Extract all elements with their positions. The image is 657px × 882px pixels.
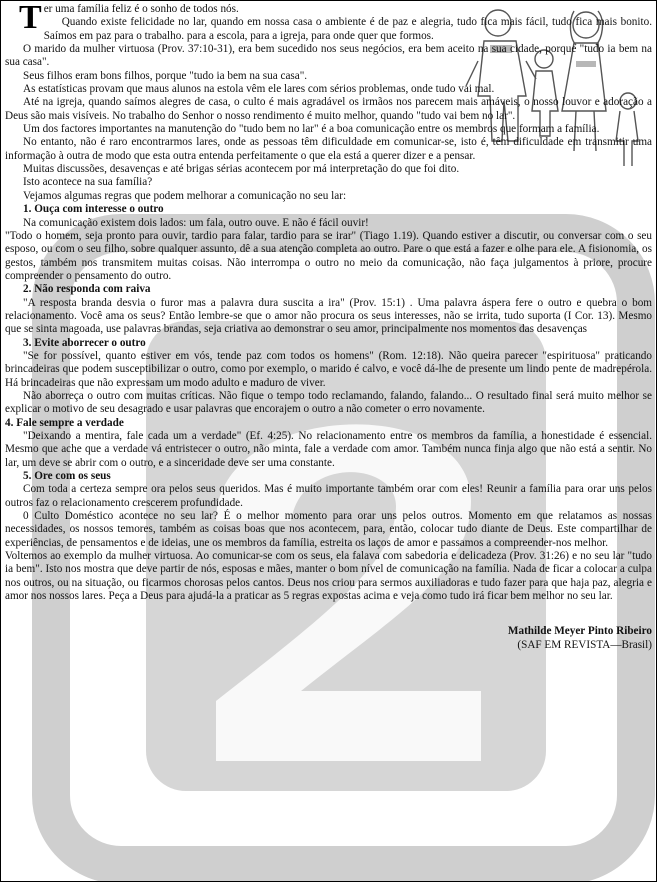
signature-block (5, 625, 652, 652)
paragraph-text: er uma família feliz é o sonho de todos nós. (43, 3, 239, 15)
paragraph: "A resposta branda desvia o furor mas a palavra dura suscita a ira" (Prov. 15:1) . Uma palavra áspera fere o outro e quebra o bom relacionamento. Você ama os seus? Então lembre-se que o amor não procura os seus interesses, não se irrita, tudo suporta (I Cor. 13). Mesmo que se sinta magoada, use palavras brandas, seja criativa ao demonstrar o seu amor, principalmente nos momentos das desavenças (5, 296, 652, 336)
section-heading-4: 4. Fale sempre a verdade (5, 416, 124, 429)
article-body (1, 1, 656, 652)
section-heading-3: 3. Evite aborrecer o outro (23, 336, 146, 349)
paragraph: "Todo o homem, seja pronto para ouvir, tardio para falar, tardio para se irar" (Tiago 1.19). Quando estiver a discutir, ou conversar com o seu esposo, ou com o seu filho, sobre qualquer assunto, dê a sua atenção completa ao outro. Pare o que está a fazer e olhe para ele. A fisionomia, os gestos, também nos transmitem muitas coisas. Não interrompa o outro no meio da comunicação, não faça julgamentos à priore, procure compreender o pensamento do outro. (5, 229, 652, 282)
paragraph: Até na igreja, quando saímos alegres de casa, o culto é mais agradável os irmãos nos parecem mais amáveis, o nosso louvor e adoração a Deus são mais visíveis. No trabalho do Senhor o nosso rendimento é muito melhor, quando "tudo vai bem no lar". (5, 96, 652, 122)
paragraph: Com toda a certeza sempre ora pelos seus queridos. Mas é muito importante também orar com eles! Reunir a família para orar uns pelos outros faz o relacionamento crescerem profundidade. (5, 483, 652, 509)
paragraph: Quando existe felicidade no lar, quando em nossa casa o ambiente é de paz e alegria, tudo fica mais fácil, tudo fica mais bonito. Saímos em paz para o trabalho. para a escola, para a igreja, para onde quer que formos. (43, 16, 652, 42)
paragraph: Vejamos algumas regras que podem melhorar a comunicação no seu lar: (23, 189, 347, 202)
paragraph: Voltemos ao exemplo da mulher virtuosa. Ao comunicar-se com os seus, ela falava com sabedoria e delicadeza (Prov. 31:26) e no seu lar "tudo ia bem". Isto nos mostra que deve partir de nós, esposas e mães, manter o bom nível de comunicação na família. Nada de ficar a colocar a culpa nos outros, ou na situação, ou ficarmos chorosas pelos cantos. Deus nos criou para sermos auxiliadoras e tudo fazer para que haja paz, alegria e amor nos nossos lares. Peça a Deus para ajudá-la a praticar as 5 regras expostas acima e veja como tudo irá ficar bem melhor no seu lar. (5, 550, 652, 603)
paragraph: "Deixando a mentira, fale cada um a verdade" (Ef. 4:25). No relacionamento entre os membros da família, a honestidade é essencial. Mesmo que ache que a verdade vá entristecer o outro, não minta, fale a verdade com amor. Também nunca finja algo que não está a sentir. No lar, um deve se abrir com o outro, e a sinceridade deve ser uma constante. (5, 430, 652, 469)
paragraph: Muitas discussões, desavenças e até brigas sérias acontecem por má interpretação do que foi dito. (23, 163, 460, 176)
author-name: Mathilde Meyer Pinto Ribeiro (507, 625, 652, 638)
paragraph: Não aborreça o outro com muitas críticas. Não fique o tempo todo reclamando, falando, falando... O resultado final será muito melhor se explicar o motivo de seu desagrado e usar palavras que encorajem o outro a não cometer o erro novamente. (5, 389, 652, 416)
paragraph: 0 Culto Doméstico acontece no seu lar? É o melhor momento para orar uns pelos outros. Momento em que relatamos as nossas necessidades, os nossos temores, também as coisas boas que nos acontecem, para, então, colocar tudo diante de Deus. Este compartilhar de experiências, de pensamentos e de ideias, une os membros da família, estreita os laços de amor e passamos a compreender-nos melhor. (5, 510, 652, 549)
paragraph: No entanto, não é raro encontrarmos lares, onde as pessoas têm dificuldade em comunicar-se, isto é, têm dificuldade em transmitir uma informação à outra de modo que esta outra entenda perfeitamente o que ela está a querer dizer e a pensar. (5, 136, 652, 162)
paragraph: Isto acontece na sua família? (23, 176, 153, 189)
section-heading-1: 1. Ouça com interesse o outro (23, 203, 164, 216)
paragraph: "Se for possível, quanto estiver em vós, tende paz com todos os homens" (Rom. 12:18). Não queira parecer "espirituosa" praticando brincadeiras que podem susceptibilizar o outro, como por exemplo, o marido é calvo, e você dá-lhe de presente um lindo pente de madrepérola. Há brincadeiras que não expressam um modo adulto e maduro de viver. (5, 349, 652, 389)
section-heading-2: 2. Não responda com raiva (23, 283, 151, 296)
source-credit: (SAF EM REVISTA—Brasil) (517, 638, 652, 651)
paragraph: As estatísticas provam que maus alunos na estola vêm ele lares com sérios problemas, onde tudo vai mal. (23, 83, 495, 96)
section-heading-5: 5. Ore com os seus (23, 470, 111, 483)
paragraph: Na comunicação existem dois lados: um fala, outro ouve. E não é fácil ouvir! (23, 216, 369, 229)
drop-cap: T (19, 0, 42, 36)
paragraph: Seus filhos eram bons filhos, porque "tudo ia bem na sua casa". (23, 69, 308, 82)
paragraph: O marido da mulher virtuosa (Prov. 37:10-31), era bem sucedido nos seus negócios, era bem aceito na sua cidade, porque "tudo ia bem na sua casa". (5, 43, 652, 69)
paragraph: Um dos factores importantes na manutenção do "tudo bem no lar" é a boa comunicação entre os membros que formam a família. (23, 123, 600, 136)
